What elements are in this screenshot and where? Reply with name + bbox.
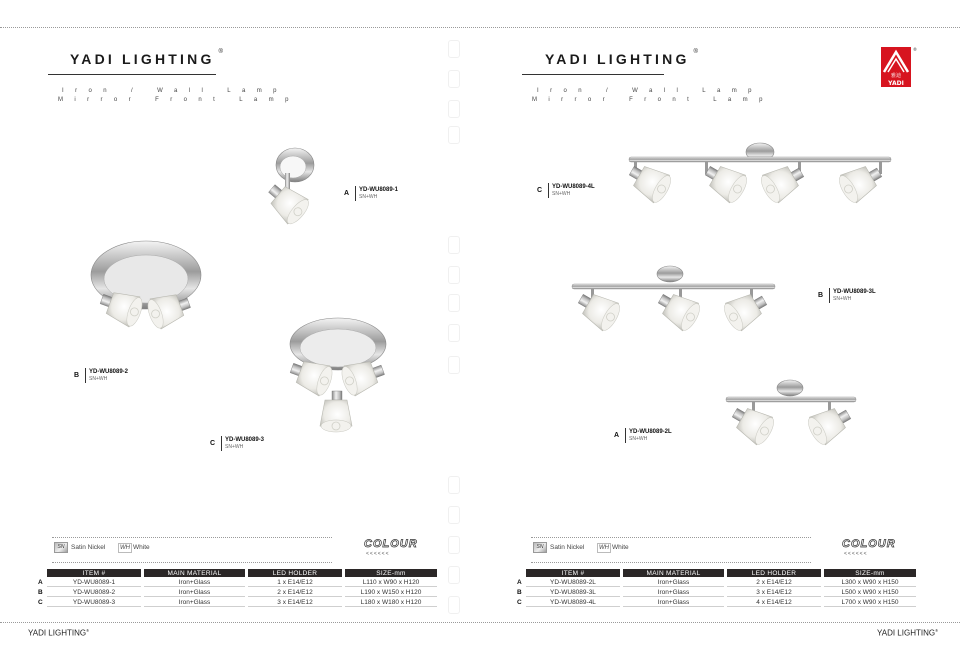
header-item: ITEM #: [526, 569, 620, 577]
satin-nickel-label-left: Satin Nickel: [71, 544, 106, 551]
right-spec-table: [514, 568, 919, 608]
left-legend-bottom-line: [52, 562, 332, 563]
left-spec-table: [35, 568, 440, 608]
top-dotted-divider: [0, 27, 960, 28]
header-size: SIZE-mm: [345, 569, 437, 577]
bottom-dotted-divider: [0, 622, 960, 623]
tag-left-c: C YD-WU8089-3 SN+WH: [210, 437, 265, 450]
left-header-rule: [48, 74, 216, 75]
tag-left-a: A YD-WU8089-1 SN+WH: [344, 187, 399, 200]
colour-title-right: COLOUR: [842, 538, 896, 550]
satin-nickel-label-right: Satin Nickel: [550, 544, 585, 551]
logo-chinese-text: 雅迪: [890, 73, 902, 79]
right-subtitle-1: Iron / Wall Lamp: [537, 88, 763, 94]
table-row: B YD-WU8089-3L Iron+Glass 3 x E14/E12 L500 x W90 x H150: [517, 588, 916, 597]
logo-text: YADI: [888, 80, 904, 87]
right-brand-title: YADI LIGHTING ®: [545, 49, 698, 67]
footer-brand-right: YADI LIGHTING®: [877, 628, 939, 638]
table-row: C YD-WU8089-3 Iron+Glass 3 x E14/E12 L180 x W180 x H120: [38, 598, 437, 607]
right-legend-bottom-line: [531, 562, 811, 563]
table-row: A YD-WU8089-2L Iron+Glass 2 x E14/E12 L300 x W90 x H150: [517, 578, 916, 587]
footer-brand-left: YADI LIGHTING®: [28, 628, 90, 638]
header-holder: LED HOLDER: [248, 569, 342, 577]
satin-nickel-swatch-right: SN: [533, 542, 547, 553]
left-subtitle-1: Iron / Wall Lamp: [62, 88, 288, 94]
logo-registered-mark: ®: [913, 47, 917, 52]
header-size: SIZE-mm: [824, 569, 916, 577]
white-label-left: White: [133, 544, 150, 551]
lamp-yd-wu8089-3: [262, 310, 422, 450]
lamp-yd-wu8089-3l: [558, 262, 788, 342]
satin-nickel-swatch-left: SN: [54, 542, 68, 553]
left-legend-top-line: [52, 537, 332, 538]
right-legend-top-line: [531, 537, 811, 538]
right-subtitle-2: Mirror Front Lamp: [532, 97, 774, 103]
lamp-yd-wu8089-2l: [712, 378, 872, 458]
header-item: ITEM #: [47, 569, 141, 577]
table-row: B YD-WU8089-2 Iron+Glass 2 x E14/E12 L190 x W150 x H120: [38, 588, 437, 597]
yadi-logo: [880, 46, 917, 88]
header-material: MAIN MATERIAL: [144, 569, 245, 577]
left-subtitle-2: Mirror Front Lamp: [58, 97, 300, 103]
tag-right-b: B YD-WU8089-3L SN+WH: [818, 289, 876, 302]
colour-title-left: COLOUR: [364, 538, 418, 550]
lamp-yd-wu8089-1: [245, 145, 325, 235]
lamp-yd-wu8089-2: [68, 235, 218, 345]
header-holder: LED HOLDER: [727, 569, 821, 577]
table-row: A YD-WU8089-1 Iron+Glass 1 x E14/E12 L110 x W90 x H120: [38, 578, 437, 587]
table-header-row: [517, 569, 916, 577]
lamp-yd-wu8089-4l: [615, 140, 915, 220]
table-row: C YD-WU8089-4L Iron+Glass 4 x E14/E12 L700 x W90 x H150: [517, 598, 916, 607]
table-header-row: [38, 569, 437, 577]
white-code-left: WH: [120, 545, 130, 551]
header-material: MAIN MATERIAL: [623, 569, 724, 577]
colour-sub-right: <<<<<<: [844, 551, 868, 557]
right-header-rule: [522, 74, 664, 75]
colour-sub-left: <<<<<<: [366, 551, 390, 557]
tag-right-c: C YD-WU8089-4L SN+WH: [537, 184, 595, 197]
tag-right-a: A YD-WU8089-2L SN+WH: [614, 429, 672, 442]
tag-left-b: B YD-WU8089-2 SN+WH: [74, 369, 129, 382]
center-decorative-strip: [448, 40, 462, 640]
left-brand-title: YADI LIGHTING ®: [70, 49, 223, 67]
white-label-right: White: [612, 544, 629, 551]
white-code-right: WH: [599, 545, 609, 551]
